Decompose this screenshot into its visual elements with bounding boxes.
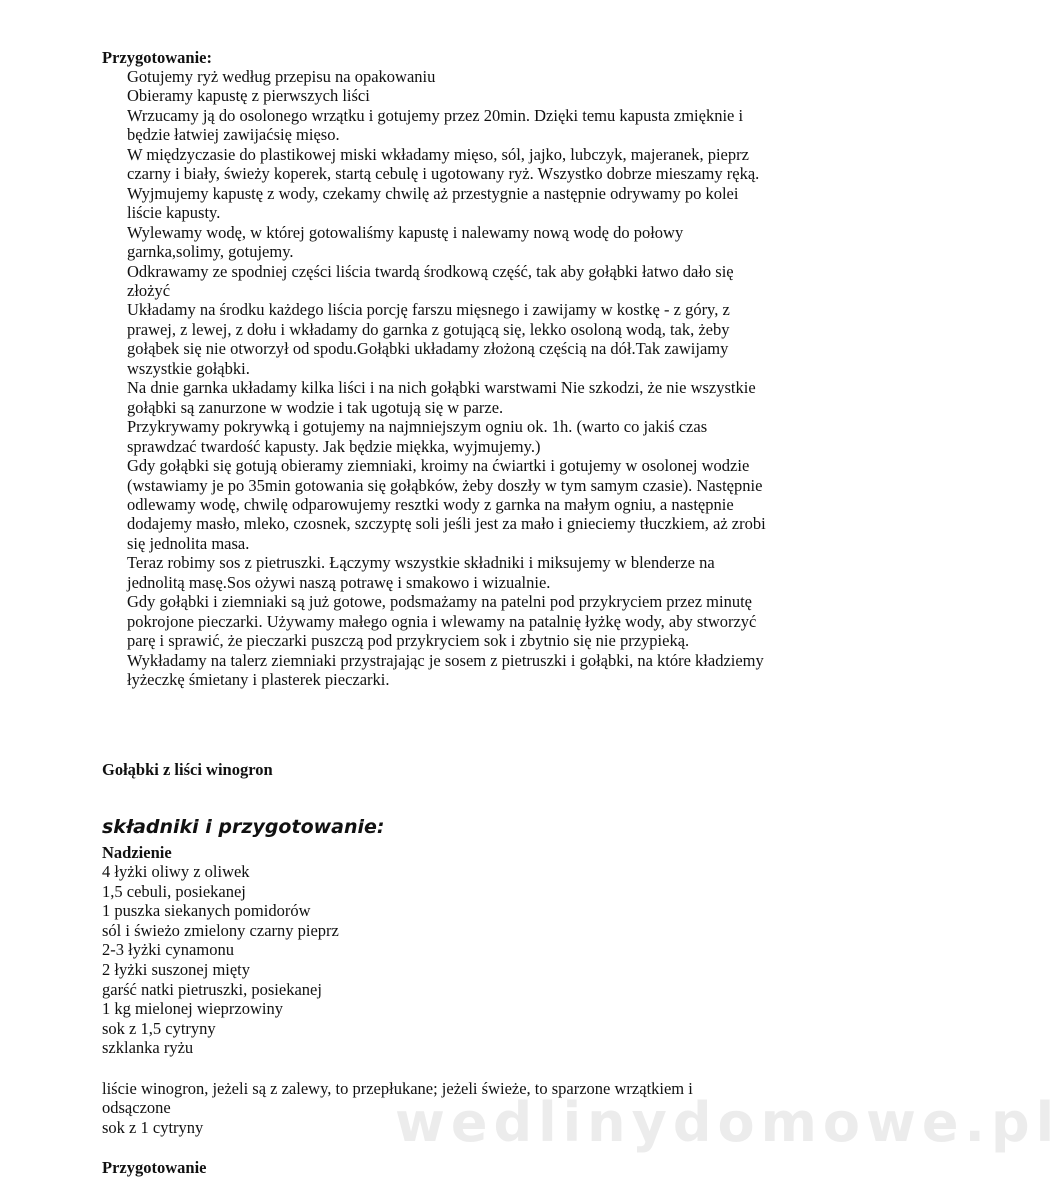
step-3: Wrzucamy ją do osolonego wrzątku i gotujemy przez 20min. Dzięki temu kapusta zmięknie i będzie łatwiej zawijaćsię mięso. — [127, 105, 744, 145]
extra-item-leaves: liście winogron, jeżeli są z zalewy, to przepłukane; jeżeli świeże, to sparzone wrzątkiem i odsączone — [102, 1079, 693, 1118]
step-9: Na dnie garnka układamy kilka liści i na nich gołąbki warstwami Nie szkodzi, że nie wszystkie gołąbki są zanurzone w wodzie i tak ugotują się w parze. — [127, 378, 756, 417]
filling-heading: Nadzienie — [102, 843, 172, 862]
watermark: wedlinydomowe.pl — [395, 1091, 1060, 1154]
ingredient-item: 1 kg mielonej wieprzowiny — [102, 999, 284, 1019]
step-11: Gdy gołąbki się gotują obieramy ziemniaki, kroimy na ćwiartki i gotujemy w osolonej wodzie (wstawiamy je po 35min gotowania się gołąbków, żeby doszły w tym samym czasie). Następnie odlewamy wodę, chwilę odparowujemy resztki wody z garnka na małym ogniu, a następnie dodajemy masło, mleko, czosnek, szczyptę soli jeśli jest za mało i gnieciemy tłuczkiem, aż zrobi się jednolita masa. — [127, 456, 766, 553]
ingredient-item: garść natki pietruszki, posiekanej — [102, 979, 322, 999]
step-6: Wylewamy wodę, w której gotowaliśmy kapustę i nalewamy nową wodę do połowy garnka,solimy, gotujemy. — [127, 222, 684, 262]
preparation-heading: Przygotowanie: — [102, 48, 212, 67]
ingredient-item: 2-3 łyżki cynamonu — [102, 940, 234, 960]
step-5: Wyjmujemy kapustę z wody, czekamy chwilę aż przestygnie a następnie odrywamy po kolei liście kapusty. — [127, 183, 739, 223]
step-2: Obieramy kapustę z pierwszych liści — [127, 86, 370, 106]
ingredients-list — [102, 862, 339, 1058]
prep-heading-2: Przygotowanie — [102, 1158, 207, 1177]
step-13: Gdy gołąbki i ziemniaki są już gotowe, podsmażamy na patelni pod przykryciem przez minutę pokrojone pieczarki. Używamy małego ognia i wlewamy na patalnię łyżkę wody, aby stworzyć parę i sprawić, że pieczarki puszczą pod przykryciem sok i zbytnio się nie przypieką. — [127, 592, 757, 651]
step-12: Teraz robimy sos z pietruszki. Łączymy wszystkie składniki i miksujemy w blenderze na jednolitą masę.Sos ożywi naszą potrawę i smakowo i wizualnie. — [127, 553, 715, 592]
step-7: Odkrawamy ze spodniej części liścia twardą środkową część, tak aby gołąbki łatwo dało się złożyć — [127, 261, 734, 300]
ingredient-item: 2 łyżki suszonej mięty — [102, 959, 251, 979]
step-14: Wykładamy na talerz ziemniaki przystrajając je sosem z pietruszki i gołąbki, na które kładziemy łyżeczkę śmietany i plasterek pieczarki. — [127, 650, 764, 690]
ingredient-item: 1 puszka siekanych pomidorów — [102, 901, 311, 921]
ingredient-item: szklanka ryżu — [102, 1038, 194, 1058]
step-10: Przykrywamy pokrywką i gotujemy na najmniejszym ogniu ok. 1h. (warto co jakiś czas sprawdzać twardość kapusty. Jak będzie miękka, wyjmujemy.) — [127, 417, 708, 456]
ingredient-item: 4 łyżki oliwy z oliwek — [102, 862, 250, 881]
ingredient-item: 1,5 cebuli, posiekanej — [102, 881, 246, 901]
extra-item-lemon: sok z 1 cytryny — [102, 1117, 204, 1137]
ingredients-section-title: składniki i przygotowanie: — [102, 816, 385, 838]
step-1: Gotujemy ryż według przepisu na opakowaniu — [127, 67, 436, 86]
recipe2-title: Gołąbki z liści winogron — [102, 760, 273, 779]
step-8: Układamy na środku każdego liścia porcję farszu mięsnego i zawijamy w kostkę - z góry, z prawej, z lewej, z dołu i wkładamy do garnka z gotującą się, lekko osoloną wodą, tak, żeby gołąbek się nie otworzył od spodu.Gołąbki układamy złożoną częścią na dół.Tak zawijamy wszystkie gołąbki. — [127, 300, 730, 378]
ingredient-item: sok z 1,5 cytryny — [102, 1018, 216, 1038]
preparation-steps — [127, 67, 767, 690]
step-4: W międzyczasie do plastikowej miski wkładamy mięso, sól, jajko, lubczyk, majeranek, pieprz czarny i biały, świeży koperek, startą cebulę i ugotowany ryż. Wszystko dobrze mieszamy ręką. — [127, 144, 760, 184]
ingredient-item: sól i świeżo zmielony czarny pieprz — [102, 920, 339, 940]
